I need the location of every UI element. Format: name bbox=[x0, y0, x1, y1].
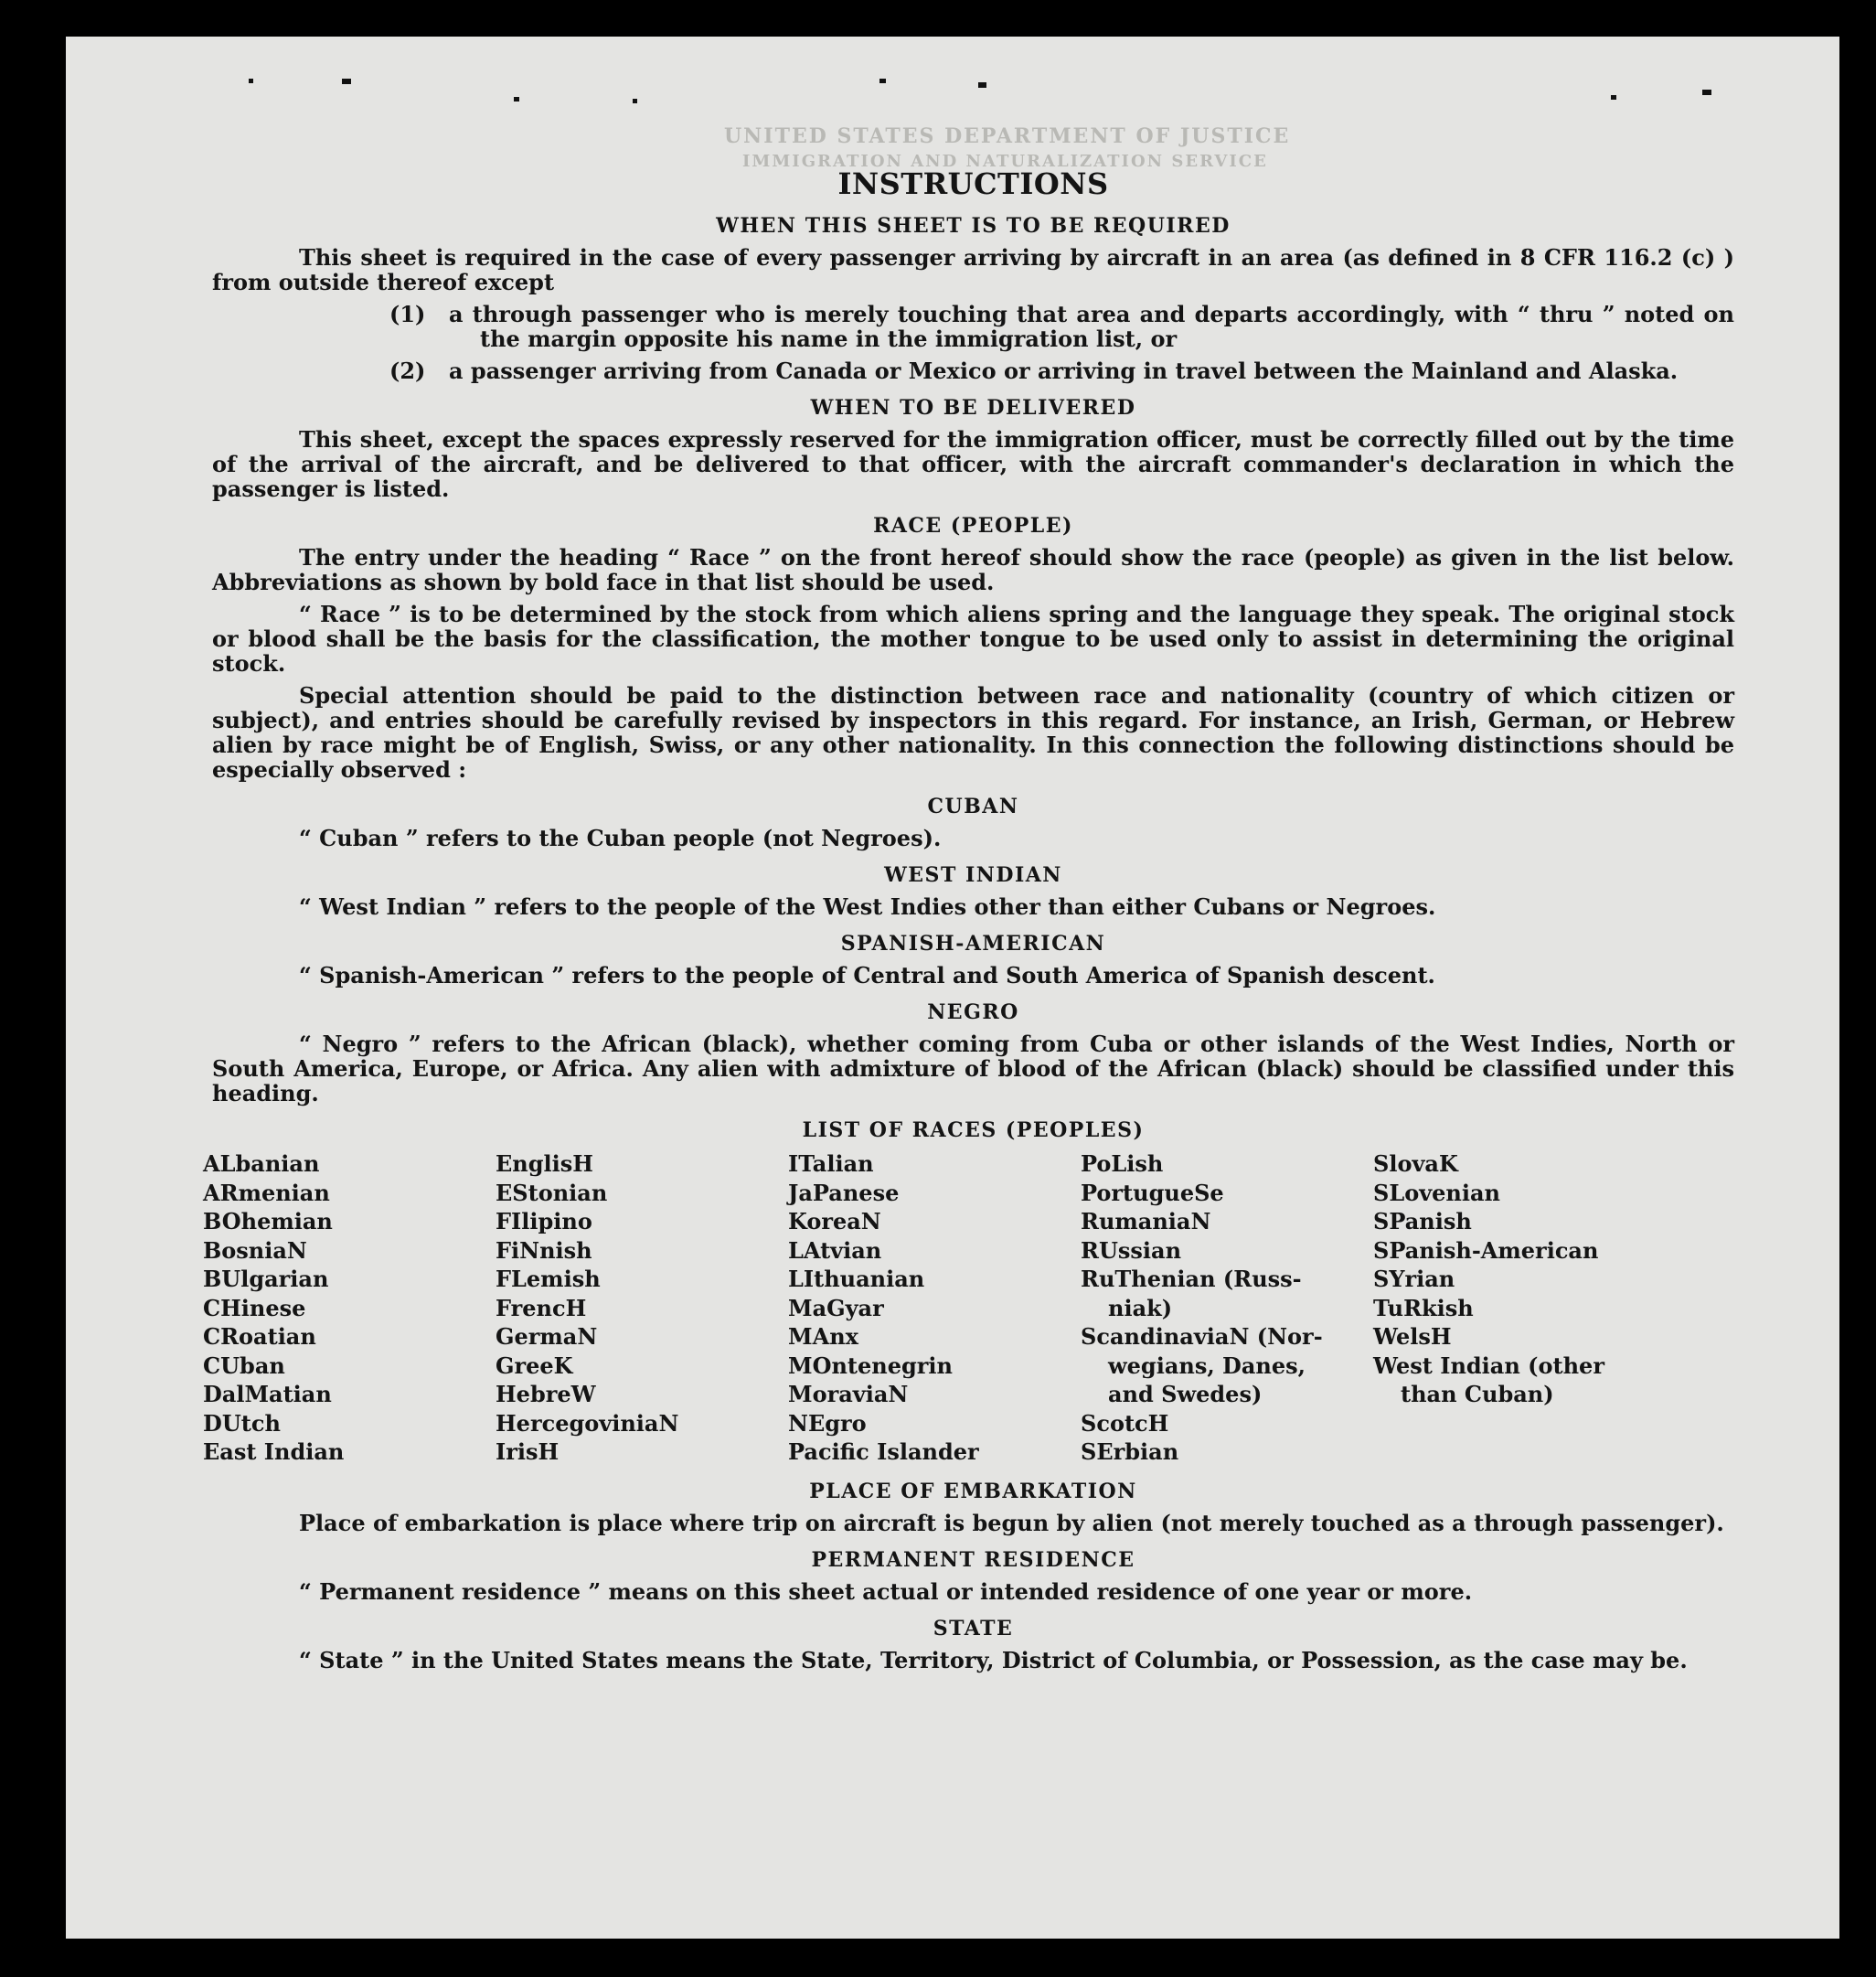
spanish-american-text: “ Spanish-American ” refers to the people of Central and South America of Spanish descent. bbox=[299, 962, 1435, 988]
heading-state: STATE bbox=[933, 1616, 1014, 1640]
race-item-continuation: than Cuban) bbox=[1401, 1381, 1554, 1407]
heading-when-delivered: WHEN TO BE DELIVERED bbox=[810, 396, 1136, 420]
race-paragraph: The entry under the heading “ Race ” on the front hereof should show the race (people) as given in the list below. Abbreviations as shown by bold face in that list should be used. bbox=[212, 544, 1734, 595]
race-item: HebreW bbox=[496, 1381, 596, 1407]
race-column bbox=[788, 1149, 1081, 1467]
condition-number: (2) bbox=[389, 358, 426, 384]
scan-speck bbox=[1611, 95, 1616, 100]
race-item: FLemish bbox=[496, 1266, 601, 1292]
condition-item bbox=[212, 358, 1734, 383]
race-item: West Indian (other bbox=[1373, 1352, 1604, 1379]
race-item: BOhemian bbox=[203, 1208, 333, 1234]
heading-embarkation: PLACE OF EMBARKATION bbox=[809, 1479, 1137, 1503]
race-item: CUban bbox=[203, 1352, 285, 1379]
embarkation-text: Place of embarkation is place where trip on aircraft is begun by alien (not merely touched as a through passenger). bbox=[299, 1509, 1724, 1536]
race-item: WelsH bbox=[1373, 1323, 1452, 1350]
race-item: ALbanian bbox=[203, 1150, 320, 1177]
race-item: SYrian bbox=[1373, 1266, 1455, 1292]
race-column bbox=[1373, 1149, 1666, 1467]
heading-when-required: WHEN THIS SHEET IS TO BE REQUIRED bbox=[716, 214, 1231, 238]
race-item: CRoatian bbox=[203, 1323, 316, 1350]
race-item: KoreaN bbox=[788, 1208, 881, 1234]
race-column bbox=[496, 1149, 788, 1467]
race-item: BUlgarian bbox=[203, 1266, 329, 1292]
race-item: DalMatian bbox=[203, 1381, 332, 1407]
heading-cuban: CUBAN bbox=[927, 795, 1019, 818]
race-item: GermaN bbox=[496, 1323, 598, 1350]
race-item: FiNnish bbox=[496, 1236, 592, 1264]
scan-speck bbox=[342, 79, 351, 84]
when-required-intro: This sheet is required in the case of every passenger arriving by aircraft in an area (as defined in 8 CFR 116.2 (c) ) from outside thereof except bbox=[212, 244, 1734, 295]
scan-speck bbox=[879, 79, 886, 83]
bleed-through-line: UNITED STATES DEPARTMENT OF JUSTICE bbox=[724, 124, 1291, 148]
race-item: MOntenegrin bbox=[788, 1352, 953, 1379]
bleed-through-header bbox=[724, 124, 1290, 148]
state-text: “ State ” in the United States means the State, Territory, District of Columbia, or Possession, as the case may be. bbox=[299, 1646, 1688, 1673]
page-title: INSTRUCTIONS bbox=[837, 166, 1109, 201]
race-item: LAtvian bbox=[788, 1236, 882, 1264]
cuban-text: “ Cuban ” refers to the Cuban people (not Negroes). bbox=[299, 825, 942, 851]
negro-text: “ Negro ” refers to the African (black), whether coming from Cuba or other islands of the West Indies, North or South America, Europe, or Africa. Any alien with admixture of blood of the African (black) should be classified under this heading. bbox=[212, 1031, 1734, 1106]
condition-number: (1) bbox=[389, 301, 426, 327]
when-delivered-text: This sheet, except the spaces expressly reserved for the immigration officer, must be correctly filled out by the time of the arrival of the aircraft, and be delivered to that officer, with the aircraft commander's declaration in which the passenger is listed. bbox=[212, 426, 1734, 502]
race-item: MaGyar bbox=[788, 1294, 884, 1321]
race-item: EStonian bbox=[496, 1179, 608, 1206]
race-item: JaPanese bbox=[788, 1179, 900, 1206]
race-item: RumaniaN bbox=[1081, 1208, 1211, 1234]
heading-list-of-races: LIST OF RACES (PEOPLES) bbox=[802, 1118, 1145, 1142]
race-item: RUssian bbox=[1081, 1236, 1182, 1264]
document-page bbox=[66, 37, 1839, 1939]
bleed-through-line: IMMIGRATION AND NATURALIZATION SERVICE bbox=[742, 152, 1268, 171]
condition-text: a through passenger who is merely touching that area and departs accordingly, with “ thru ” noted on the margin opposite his name in the immigration list, or bbox=[449, 301, 1734, 352]
race-column bbox=[203, 1149, 496, 1467]
heading-west-indian: WEST INDIAN bbox=[884, 863, 1062, 887]
race-item: FrencH bbox=[496, 1294, 587, 1321]
heading-residence: PERMANENT RESIDENCE bbox=[811, 1547, 1135, 1572]
race-item: East Indian bbox=[203, 1438, 345, 1465]
heading-race: RACE (PEOPLE) bbox=[873, 514, 1073, 538]
instructions-content bbox=[203, 166, 1734, 1680]
race-paragraph: “ Race ” is to be determined by the stock from which aliens spring and the language they speak. The original stock or blood shall be the basis for the classification, the mother tongue to be used only to assist in determining the original stock. bbox=[212, 601, 1734, 677]
race-item: GreeK bbox=[496, 1352, 573, 1379]
heading-spanish-american: SPANISH-AMERICAN bbox=[840, 932, 1106, 956]
race-item-continuation: niak) bbox=[1108, 1294, 1173, 1321]
race-item-continuation: wegians, Danes, bbox=[1108, 1352, 1306, 1379]
race-list bbox=[203, 1149, 1734, 1467]
race-item: MAnx bbox=[788, 1323, 858, 1350]
race-item: CHinese bbox=[203, 1294, 306, 1321]
scan-speck bbox=[249, 79, 253, 83]
race-item: MoraviaN bbox=[788, 1381, 909, 1407]
west-indian-text: “ West Indian ” refers to the people of the West Indies other than either Cubans or Negroes. bbox=[299, 893, 1436, 920]
race-item: SPanish bbox=[1373, 1208, 1472, 1234]
race-item: SPanish-American bbox=[1373, 1236, 1599, 1264]
race-column bbox=[1081, 1149, 1373, 1467]
scan-speck bbox=[514, 97, 519, 102]
race-item-continuation: and Swedes) bbox=[1108, 1381, 1263, 1407]
race-item: ITalian bbox=[788, 1150, 874, 1177]
scan-speck bbox=[633, 99, 637, 103]
race-item: LIthuanian bbox=[788, 1266, 925, 1292]
race-item: HercegoviniaN bbox=[496, 1409, 679, 1437]
race-item: IrisH bbox=[496, 1438, 560, 1465]
race-item: PoLish bbox=[1081, 1150, 1164, 1177]
race-item: ScotcH bbox=[1081, 1409, 1169, 1437]
race-item: ScandinaviaN (Nor- bbox=[1081, 1323, 1323, 1350]
condition-text: a passenger arriving from Canada or Mexico or arriving in travel between the Mainland and Alaska. bbox=[449, 358, 1679, 384]
scan-speck bbox=[978, 82, 986, 88]
race-item: SErbian bbox=[1081, 1438, 1179, 1465]
race-item: FIlipino bbox=[496, 1208, 592, 1234]
residence-text: “ Permanent residence ” means on this sheet actual or intended residence of one year or more. bbox=[299, 1577, 1473, 1605]
race-item: ARmenian bbox=[203, 1179, 330, 1206]
race-item: RuThenian (Russ- bbox=[1081, 1266, 1302, 1292]
race-item: DUtch bbox=[203, 1409, 281, 1437]
heading-negro: NEGRO bbox=[927, 1000, 1019, 1024]
race-item: SLovenian bbox=[1373, 1179, 1500, 1206]
race-paragraph: Special attention should be paid to the distinction between race and nationality (country of which citizen or subject), and entries should be carefully revised by inspectors in this regard. For instance, an Irish, German, or Hebrew alien by race might be of English, Swiss, or any other nationality. In this connection the following distinctions should be especially observed : bbox=[212, 682, 1734, 783]
race-item: TuRkish bbox=[1373, 1294, 1474, 1321]
race-item: PortugueSe bbox=[1081, 1179, 1224, 1206]
condition-item bbox=[212, 302, 1734, 351]
scan-speck bbox=[1702, 90, 1711, 95]
race-item: SlovaK bbox=[1373, 1150, 1458, 1177]
race-item: BosniaN bbox=[203, 1236, 307, 1264]
race-item: EnglisH bbox=[496, 1150, 593, 1177]
race-item: Pacific Islander bbox=[788, 1438, 979, 1465]
race-item: NEgro bbox=[788, 1409, 867, 1437]
